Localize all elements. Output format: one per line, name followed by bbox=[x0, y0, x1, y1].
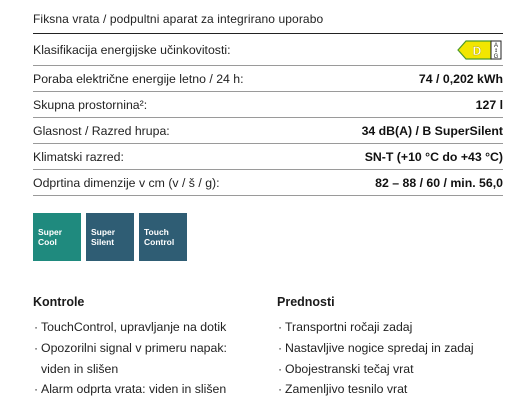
spec-value: 34 dB(A) / B SuperSilent bbox=[361, 123, 503, 138]
spec-label: Klasifikacija energijske učinkovitosti: bbox=[33, 42, 231, 57]
spec-row-noise bbox=[33, 117, 503, 143]
super-silent-tile-icon: Super Silent bbox=[86, 213, 134, 261]
kontrole-section bbox=[33, 295, 273, 400]
spec-table bbox=[33, 33, 503, 196]
spec-label: Odprtina dimenzije v cm (v / š / g): bbox=[33, 175, 220, 190]
list-item: · Obojestranski tečaj vrat bbox=[277, 359, 517, 380]
spec-label: Glasnost / Razred hrupa: bbox=[33, 123, 170, 138]
product-subtitle: Fiksna vrata / podpultni aparat za integrirano uporabo bbox=[33, 12, 324, 26]
super-cool-tile-icon: Super Cool bbox=[33, 213, 81, 261]
spec-label: Poraba električne energije letno / 24 h: bbox=[33, 71, 244, 86]
energy-class-letter: D bbox=[472, 43, 482, 58]
spec-value: SN-T (+10 °C do +43 °C) bbox=[364, 149, 503, 164]
spec-row-volume bbox=[33, 91, 503, 117]
list-item: viden in slišen bbox=[41, 361, 119, 376]
svg-text:↕: ↕ bbox=[493, 47, 499, 54]
prednosti-section bbox=[277, 295, 517, 400]
list-item: · Zamenljivo tesnilo vrat bbox=[277, 379, 517, 400]
touch-control-tile-icon: Touch Control bbox=[139, 213, 187, 261]
list-item: · Transportni ročaji zadaj bbox=[277, 317, 517, 338]
spec-row-climate-class bbox=[33, 143, 503, 169]
prednosti-heading: Prednosti bbox=[277, 295, 335, 309]
spec-row-niche-dimensions bbox=[33, 169, 503, 196]
spec-row-energy-consumption bbox=[33, 65, 503, 91]
spec-label: Klimatski razred: bbox=[33, 149, 124, 164]
list-item: · Nastavljive nogice spredaj in zadaj bbox=[277, 338, 517, 359]
kontrole-heading: Kontrole bbox=[33, 295, 85, 309]
energy-scale-top: A bbox=[493, 42, 499, 49]
feature-tiles bbox=[33, 213, 187, 261]
spec-value: 127 l bbox=[475, 97, 503, 112]
list-item: · Alarm odprta vrata: viden in slišen bbox=[33, 379, 273, 400]
spec-row-energy-class bbox=[33, 33, 503, 65]
list-item: · TouchControl, upravljanje na dotik bbox=[33, 317, 273, 338]
list-item: · Opozorilni signal v primeru napak: bbox=[33, 338, 273, 359]
spec-label: Skupna prostornina²: bbox=[33, 97, 148, 112]
spec-value: 74 / 0,202 kWh bbox=[418, 71, 503, 86]
energy-scale-bottom: G bbox=[493, 53, 499, 60]
energy-class-label-icon bbox=[457, 38, 503, 62]
spec-value: 82 – 88 / 60 / min. 56,0 bbox=[375, 175, 503, 190]
